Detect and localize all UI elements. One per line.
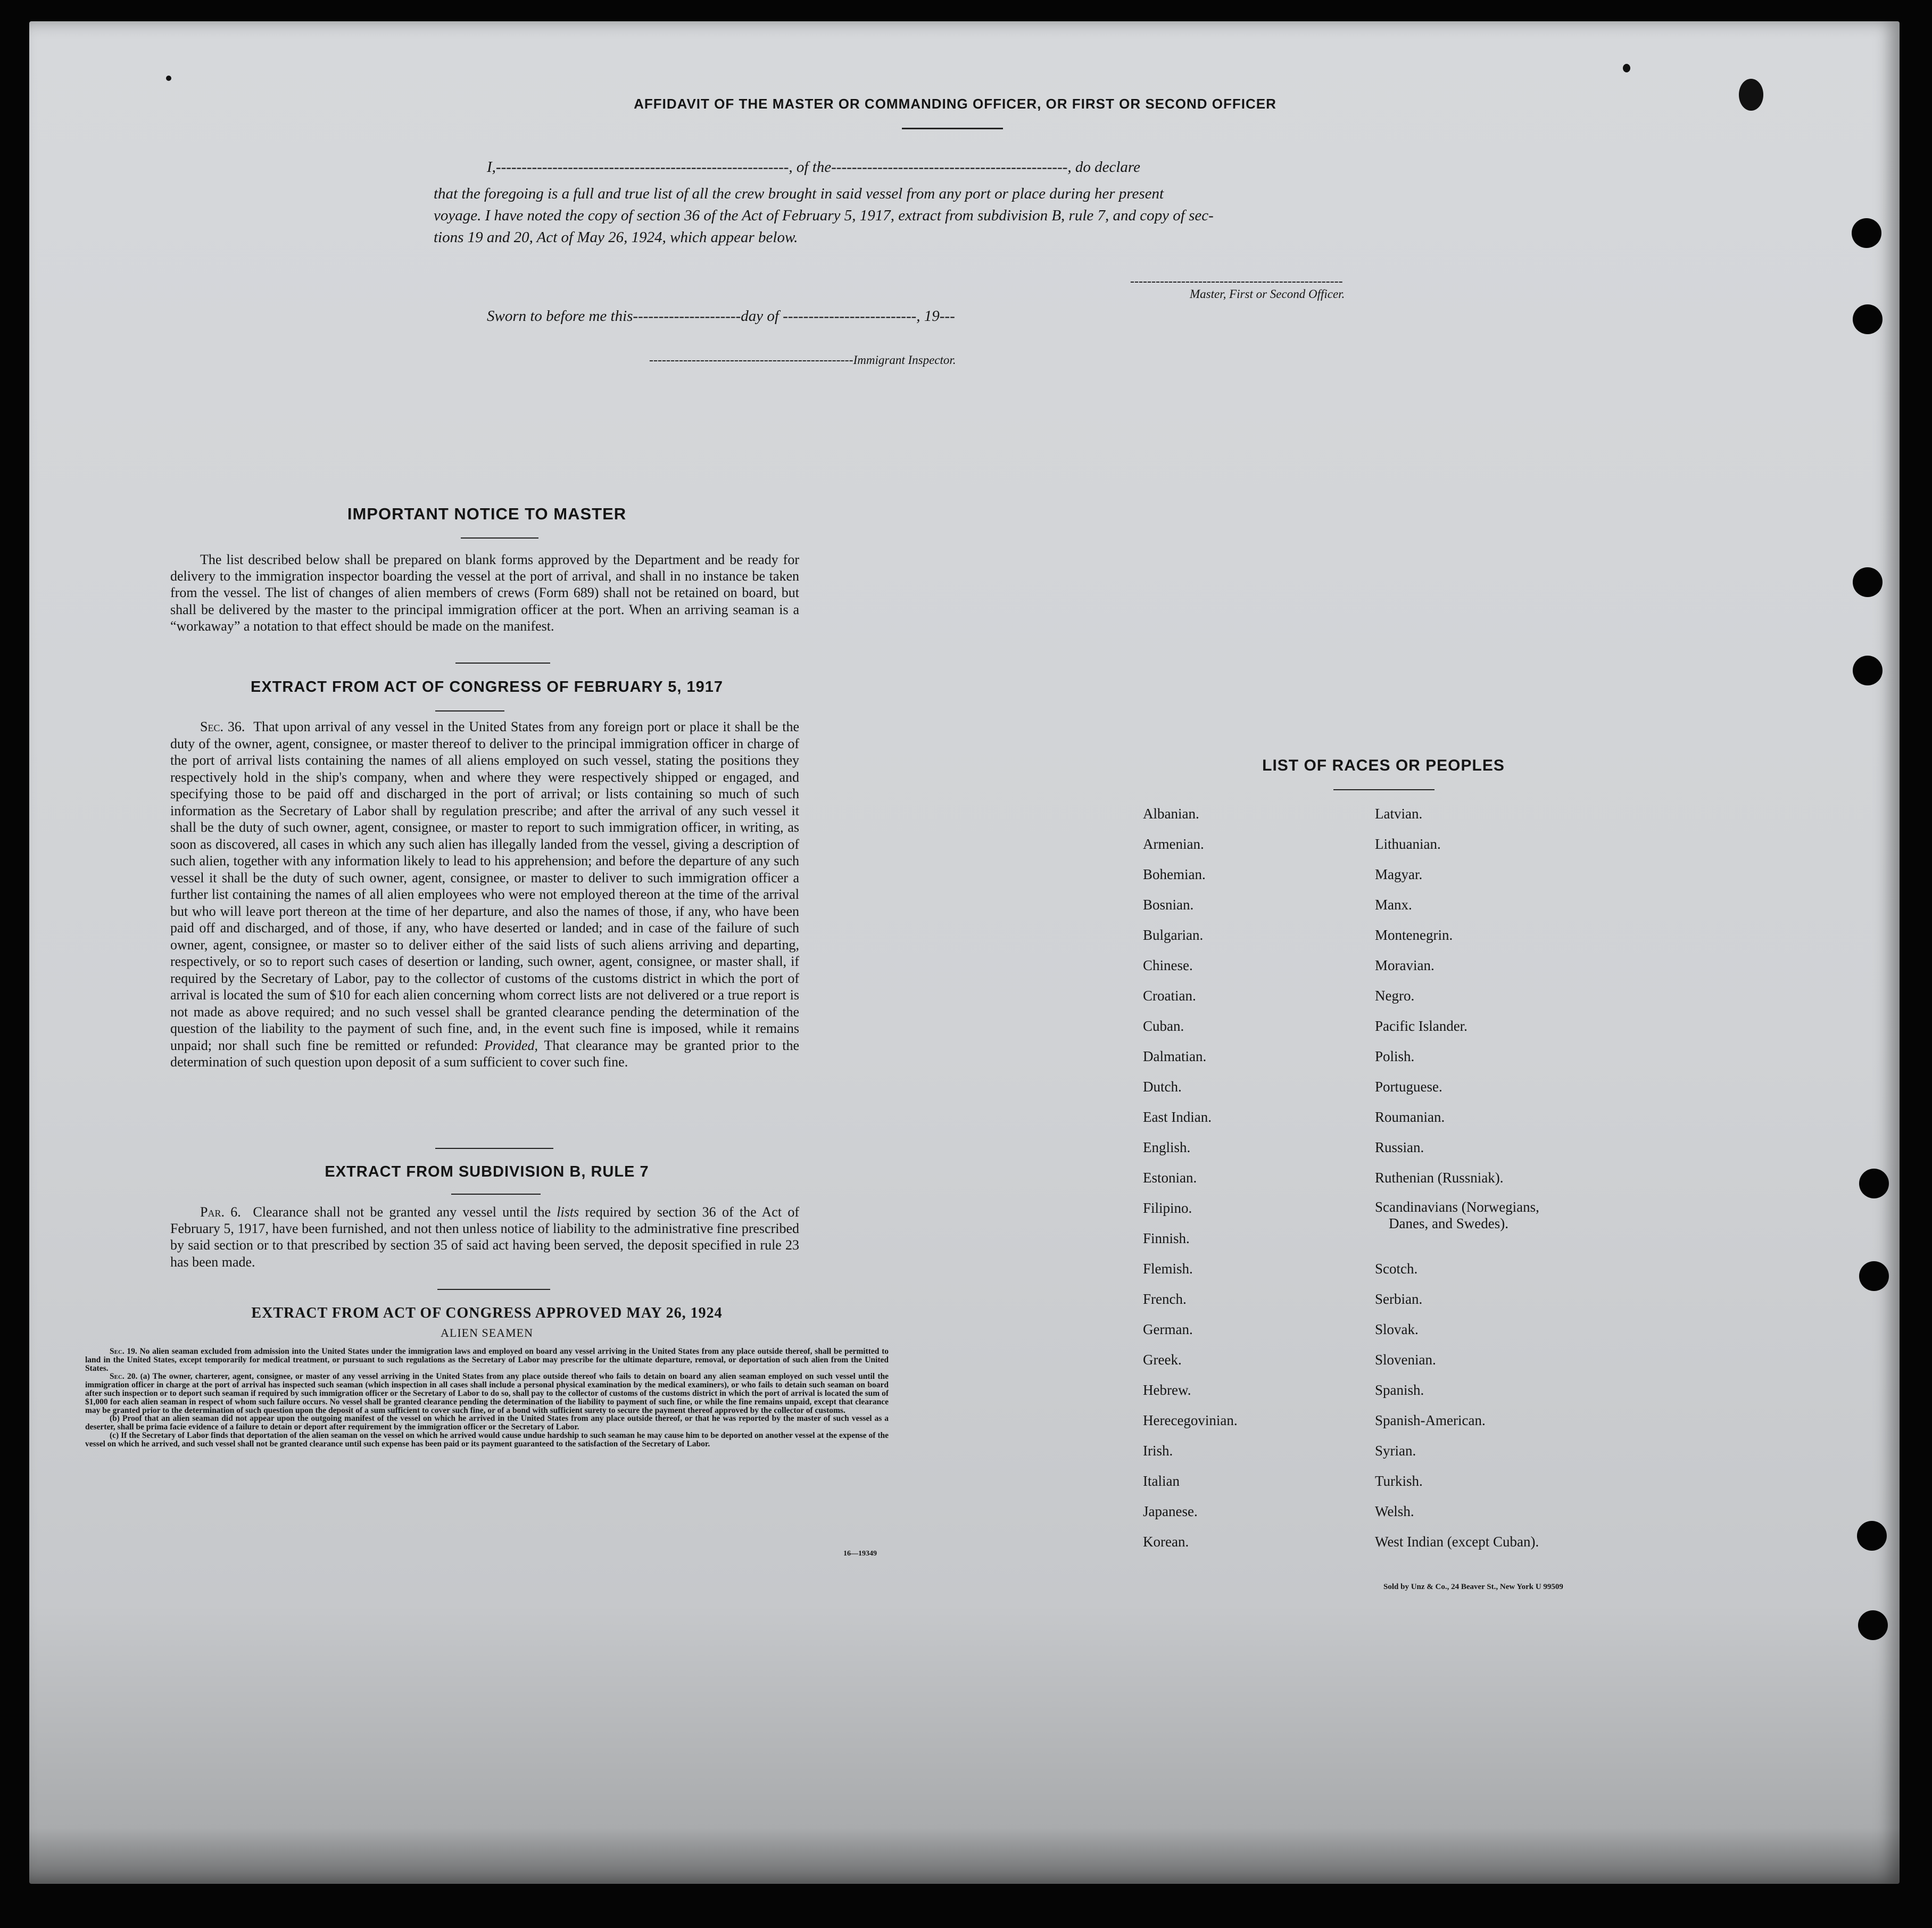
binder-hole	[1852, 218, 1881, 248]
race-item: Korean.	[1143, 1534, 1189, 1550]
race-item: French.	[1143, 1291, 1187, 1307]
section-20c: (c) If the Secretary of Labor finds that deportation of the alien seaman on the vessel on which he arrived would cause undue hardship to such seaman he may cause him to be deported on another vessel at the expense of the vessel on which he arrived, and such vessel shall not be granted clearance until such expense has been paid or its payment guaranteed to the satisfaction of the Secretary of Labor.	[85, 1430, 889, 1449]
affidavit-title: AFFIDAVIT OF THE MASTER OR COMMANDING OFFICER, OR FIRST OR SECOND OFFICER	[634, 96, 1276, 112]
binder-hole	[1853, 567, 1883, 597]
race-item: Polish.	[1375, 1048, 1415, 1064]
divider	[437, 1289, 550, 1290]
provided-word: Provided,	[484, 1037, 538, 1053]
day-of-label: day of	[741, 308, 779, 325]
affidavit-line-3: voyage. I have noted the copy of section 36 of the Act of February 5, 1917, extract from subdivision B, rule 7, and copy of sec-	[434, 207, 1214, 224]
lists-word: lists	[557, 1204, 579, 1220]
race-item: Serbian.	[1375, 1291, 1423, 1307]
section-19-text: No alien seaman excluded from admission into the United States under the immigration laws and employed on board any vessel arriving in the United States from any place outside thereof, shall be permitted to land in the United States, except temporarily for medical treatment, or pursuant to such regulations as the Secretary of Labor may prescribe for the ultimate departure, removal, or deportation of such alien from the United States.	[85, 1347, 889, 1373]
extract-1917-body	[170, 718, 799, 1071]
inspector-signature-blank: ------------------------------------------------	[649, 353, 853, 367]
race-item: Russian.	[1375, 1139, 1424, 1155]
binder-hole	[1858, 1610, 1888, 1640]
race-item: Moravian.	[1375, 957, 1435, 973]
sworn-line	[487, 308, 955, 325]
inspector-label: Immigrant Inspector.	[853, 353, 956, 367]
ink-speck	[1623, 64, 1630, 72]
binder-hole	[1857, 1521, 1887, 1551]
year-prefix: , 19	[916, 308, 940, 325]
race-item: Pacific Islander.	[1375, 1018, 1467, 1034]
race-item: Flemish.	[1143, 1261, 1193, 1277]
race-item: Cuban.	[1143, 1018, 1184, 1034]
race-item: Bohemian.	[1143, 866, 1206, 882]
race-item: Scandinavians (Norwegians,	[1375, 1199, 1539, 1215]
race-item: Syrian.	[1375, 1443, 1416, 1459]
race-item: Spanish-American.	[1375, 1412, 1486, 1428]
sworn-prefix: Sworn to before me this	[487, 308, 633, 325]
race-item: Magyar.	[1375, 866, 1423, 882]
race-item: Slovak.	[1375, 1321, 1419, 1337]
section-20a-text: (a) The owner, charterer, agent, consignee, or master of any vessel arriving in the United States from any place outside thereof who fails to detain on board any alien seaman employed on such vessel until the immigration officer in charge at the port of arrival has inspected such seaman (which inspection in all cases shall include a personal physical examination by the medical examiners), or who fails to detain such seaman on board after such inspection or to deport such seaman if required by such immigration officer or the Secretary of Labor to do so, shall pay to the collector of customs of the customs district in which the port of arrival is located the sum of $1,000 for each alien seaman in respect of whom such failure occurs. No vessel shall be granted clearance pending the determination of the liability to payment of such fine, or while the fine remains unpaid, except that clearance may be granted prior to the determination of such question upon the deposit of a sum sufficient to cover such fine, or of a bond with sufficient surety to secure the payment thereof approved by the collector of customs.	[85, 1372, 889, 1415]
race-item: Scotch.	[1375, 1261, 1418, 1277]
race-item: German.	[1143, 1321, 1193, 1337]
inspector-line	[649, 353, 956, 368]
extract-1924-body	[85, 1347, 889, 1449]
declarant-name-blank: ---------------------------------------------------------	[495, 159, 789, 176]
races-title: LIST OF RACES OR PEOPLES	[1262, 757, 1505, 774]
race-item: English.	[1143, 1139, 1191, 1155]
race-item: Hebrew.	[1143, 1382, 1191, 1398]
form-number: 16—19349	[843, 1550, 877, 1558]
binder-hole	[1859, 1261, 1889, 1291]
section-36-text: That upon arrival of any vessel in the United States from any foreign port or place it shall be the duty of the owner, agent, consignee, or master thereof to deliver to the principal immigration officer in charge of the port of arrival lists containing the names of all aliens employed on such vessel, stating the positions they respectively hold in the ship's company, when and where they were respectively shipped or engaged, and specifying those to be paid off and discharged in the port of arrival; or lists containing so much of such information as the Secretary of Labor shall by regulation prescribe; and after the arrival of any such vessel it shall be the duty of such owner, agent, consignee, or master to report to such immigration officer, in writing, as soon as discovered, all cases in which any such alien has illegally landed from the vessel, giving a description of such alien, together with any information likely to lead to his apprehension; and before the departure of any such vessel it shall be the duty of such owner, agent, consignee, or master to deliver to such immigration officer a further list containing the names of all alien employees who were not employed thereon at the time of the arrival but who will leave port thereon at the time of her departure, and also the names of those, if any, who have been paid off and discharged, and of those, if any, who have deserted or landed; and in case of the failure of such owner, agent, consignee, or master so to deliver either of the said lists of such aliens arriving and departing, respectively, or so to report such cases of desertion or landing, such owner, agent, consignee, or master shall, if required by the Secretary of Labor, pay to the collector of customs of the customs district in which the port of arrival is located the sum of $10 for each alien concerning whom correct lists are not delivered or a true report is not made as above required; and no such vessel shall be granted clearance pending the determination of the question of the liability to the payment of such fine, and, in the event such fine is imposed, while it remains unpaid; nor shall such fine be remitted or refunded:	[170, 719, 799, 1053]
race-item: Danes, and Swedes).	[1389, 1215, 1508, 1231]
race-item: Armenian.	[1143, 836, 1204, 852]
section-20b: (b) Proof that an alien seaman did not appear upon the outgoing manifest of the vessel on which he arrived in the United States from any place outside thereof, or that he was reported by the master of such vessel as a deserter, shall be prima facie evidence of a failure to detain or deport after requirement by the immigration officer or the Secretary of Labor.	[85, 1414, 889, 1432]
ink-blot	[1739, 79, 1763, 111]
divider	[435, 710, 504, 711]
declarant-prefix: I,	[487, 159, 496, 176]
race-item: Manx.	[1375, 897, 1412, 913]
divider	[455, 663, 550, 664]
extract-1924-title: EXTRACT FROM ACT OF CONGRESS APPROVED MAY 26, 1924	[251, 1305, 723, 1321]
race-item: Lithuanian.	[1375, 836, 1441, 852]
seller-imprint: Sold by Unz & Co., 24 Beaver St., New York U 99509	[1383, 1583, 1563, 1591]
race-item: Dutch.	[1143, 1079, 1182, 1095]
ink-speck	[166, 76, 171, 81]
master-signature-label: Master, First or Second Officer.	[1190, 287, 1345, 301]
divider	[435, 1148, 553, 1149]
race-item: Herecegovinian.	[1143, 1412, 1238, 1428]
section-20a	[85, 1372, 889, 1414]
race-item: Latvian.	[1375, 806, 1423, 822]
race-item: Roumanian.	[1375, 1109, 1445, 1125]
extract-1924-subtitle: ALIEN SEAMEN	[441, 1326, 533, 1339]
race-item: Bulgarian.	[1143, 927, 1204, 943]
race-item: Slovenian.	[1375, 1352, 1436, 1368]
race-item: Finnish.	[1143, 1230, 1190, 1246]
section-19	[85, 1347, 889, 1372]
race-item: Albanian.	[1143, 806, 1199, 822]
divider	[1333, 789, 1435, 790]
race-item: Estonian.	[1143, 1170, 1197, 1186]
race-item: Japanese.	[1143, 1503, 1198, 1519]
section-36-proviso: That clearance may be granted prior to the determination of such question upon deposit of a sum sufficient to cover such fine.	[170, 1037, 800, 1070]
binder-hole	[1853, 656, 1883, 685]
race-item: Welsh.	[1375, 1503, 1414, 1519]
race-item: Turkish.	[1375, 1473, 1423, 1489]
divider	[461, 537, 538, 539]
race-item: Croatian.	[1143, 988, 1196, 1004]
affidavit-line-4: tions 19 and 20, Act of May 26, 1924, which appear below.	[434, 229, 798, 246]
race-item: Montenegrin.	[1375, 927, 1453, 943]
race-item: Portuguese.	[1375, 1079, 1442, 1095]
notice-title: IMPORTANT NOTICE TO MASTER	[347, 504, 627, 523]
divider	[902, 128, 1003, 129]
race-item: Negro.	[1375, 988, 1415, 1004]
rule7-text-b: required by section 36 of the Act of February 5, 1917, have been furnished, and not then unless notice of liability to the administrative fine prescribed by said section or to that prescribed by section 35 of said act having been served, the deposit specified in rule 23 has been made.	[170, 1204, 800, 1270]
do-declare-label: , do declare	[1067, 159, 1141, 176]
race-item: East Indian.	[1143, 1109, 1212, 1125]
race-item: Filipino.	[1143, 1200, 1192, 1216]
race-item: West Indian (except Cuban).	[1375, 1534, 1539, 1550]
section-label: Sec. 36.	[200, 719, 245, 734]
divider	[451, 1194, 541, 1195]
race-item: Ruthenian (Russniak).	[1375, 1170, 1504, 1186]
paragraph-label: Par. 6.	[200, 1204, 241, 1220]
binder-hole	[1859, 1169, 1889, 1198]
rule7-text-a: Clearance shall not be granted any vessel until the	[253, 1204, 551, 1220]
race-item: Dalmatian.	[1143, 1048, 1207, 1064]
year-blank: ---	[939, 308, 955, 325]
sworn-month-blank: --------------------------	[783, 308, 917, 325]
affidavit-line-1	[487, 159, 1140, 176]
race-item: Spanish.	[1375, 1382, 1424, 1398]
section-label: Sec. 19.	[110, 1347, 137, 1356]
race-item: Greek.	[1143, 1352, 1182, 1368]
notice-body: The list described below shall be prepared on blank forms approved by the Department and be ready for delivery to the immigration inspector boarding the vessel at the port of arrival, and shall in no instance be taken from the vessel. The list of changes of alien members of crews (Form 689) shall not be retained on board, but shall be delivered by the master to the principal immigration officer at the port. When an arriving seaman is a “workaway” a notation to that effect should be made on the manifest.	[170, 552, 799, 634]
extract-rule7-body	[170, 1204, 799, 1270]
of-the-label: , of the	[789, 159, 832, 176]
sworn-day-blank: ---------------------	[633, 308, 741, 325]
binder-hole	[1853, 304, 1883, 334]
race-item: Italian	[1143, 1473, 1180, 1489]
affidavit-line-2: that the foregoing is a full and true list of all the crew brought in said vessel from any port or place during her present	[434, 185, 1164, 202]
extract-rule7-title: EXTRACT FROM SUBDIVISION B, RULE 7	[325, 1163, 649, 1180]
race-item: Chinese.	[1143, 957, 1193, 973]
master-signature-blank: --------------------------------------------------	[1130, 275, 1343, 288]
extract-1917-title: EXTRACT FROM ACT OF CONGRESS OF FEBRUARY 5, 1917	[250, 678, 724, 696]
race-item: Irish.	[1143, 1443, 1173, 1459]
section-label: Sec. 20.	[110, 1372, 138, 1381]
race-item: Bosnian.	[1143, 897, 1194, 913]
vessel-name-blank: ----------------------------------------------	[831, 159, 1068, 176]
